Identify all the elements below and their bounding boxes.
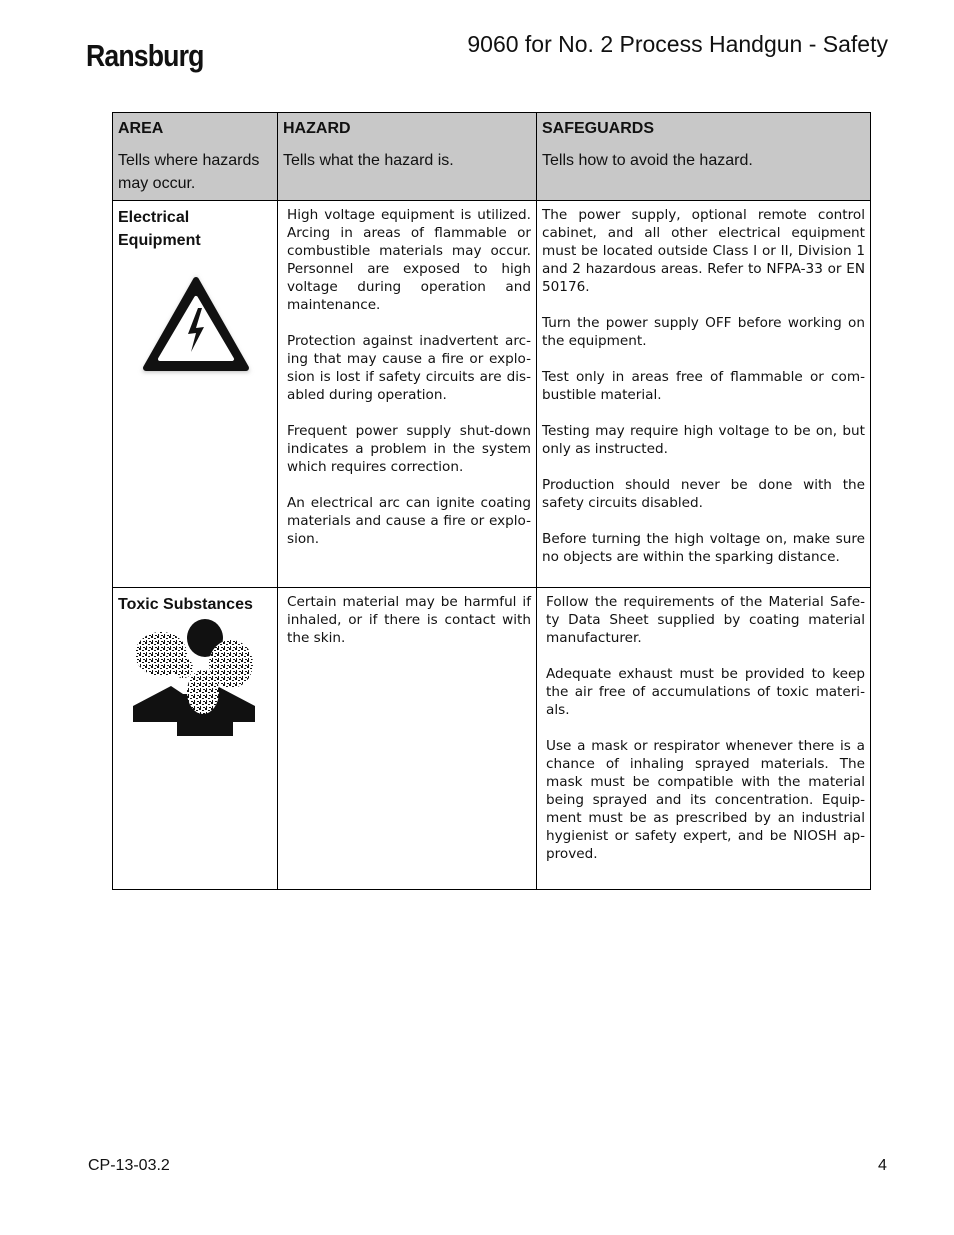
toxic-inhalation-icon — [133, 618, 255, 736]
area-cell — [113, 588, 278, 890]
brand-logo: Ransburg — [86, 38, 204, 73]
page-number: 4 — [878, 1157, 887, 1174]
hazard-text: Protection against inadvertent arc-ing that may cause a fire or explo-sion is lost if safety circuits are dis-abled during operation. — [287, 333, 531, 403]
safeguard-text: Testing may require high voltage to be on, but only as instructed. — [542, 423, 865, 457]
safeguard-text: Adequate exhaust must be provided to keep the air free of accumulations of toxic materi-als. — [546, 666, 865, 718]
header-description: Tells what the hazard is. — [283, 152, 454, 169]
area-cell — [113, 201, 278, 588]
table-row — [113, 588, 871, 890]
hazard-cell — [278, 201, 537, 588]
header-area — [113, 113, 278, 201]
safeguard-text: The power supply, optional remote control cabinet, and all other electrical equipment must be located outside Class I or II, Division 1 and 2 hazardous areas. Refer to NFPA-33 or EN 50176. — [542, 207, 865, 295]
hazard-text: Certain material may be harmful if inhaled, or if there is contact with the skin. — [287, 594, 531, 646]
safeguards-cell — [537, 201, 871, 588]
header-safeguards — [537, 113, 871, 201]
table-row — [113, 201, 871, 588]
safeguard-text: Production should never be done with the safety circuits disabled. — [542, 477, 865, 511]
area-name: Toxic Substances — [118, 596, 253, 613]
hazard-cell — [278, 588, 537, 890]
hazard-text: An electrical arc can ignite coating materials and cause a fire or explo-sion. — [287, 495, 531, 547]
document-title: 9060 for No. 2 Process Handgun - Safety — [467, 31, 888, 57]
safeguard-text: Follow the requirements of the Material Safe-ty Data Sheet supplied by coating material manufacturer. — [546, 594, 865, 646]
safeguard-text: Use a mask or respirator whenever there is a chance of inhaling sprayed materials. The mask must be compatible with the material being sprayed and its concentration. Equip-ment must be as prescribed by an industrial hygienist or safety expert, and be NIOSH ap-proved. — [546, 738, 865, 862]
safeguard-text: Turn the power supply OFF before working on the equipment. — [542, 315, 865, 349]
safeguard-text: Test only in areas free of flammable or com-bustible material. — [542, 369, 865, 403]
area-name: Electrical Equipment — [118, 209, 201, 249]
electrical-hazard-icon — [136, 270, 256, 382]
hazard-text: High voltage equipment is utilized. Arcing in areas of flammable or combustible materials may occur. Personnel are exposed to high voltage during operation and maintenance. — [287, 207, 531, 313]
header-description: Tells where hazards may occur. — [118, 152, 260, 192]
header-title: HAZARD — [283, 120, 351, 137]
header-title: SAFEGUARDS — [542, 120, 655, 137]
header-title: AREA — [118, 120, 164, 137]
safety-table — [112, 112, 871, 890]
safeguard-text: Before turning the high voltage on, make sure no objects are within the sparking distance. — [542, 531, 865, 565]
safeguards-cell — [537, 588, 871, 890]
document-number: CP-13-03.2 — [88, 1157, 170, 1174]
header-hazard — [278, 113, 537, 201]
table-header-row — [113, 113, 871, 201]
header-description: Tells how to avoid the hazard. — [542, 152, 753, 169]
hazard-text: Frequent power supply shut-down indicates a problem in the system which requires correction. — [287, 423, 531, 475]
